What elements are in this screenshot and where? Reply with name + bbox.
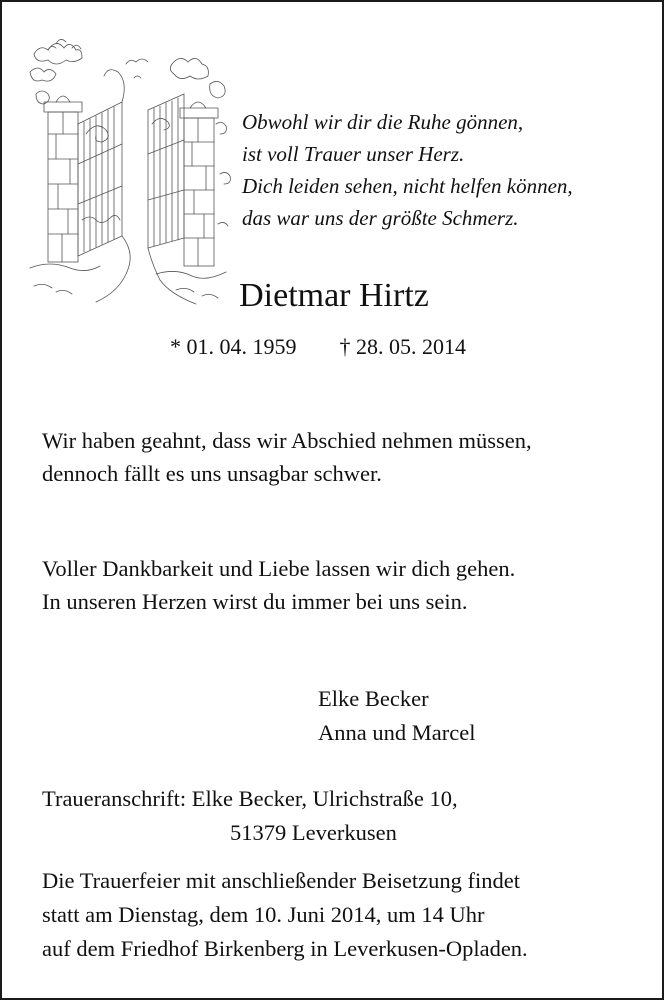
funeral-line: statt am Dienstag, dem 10. Juni 2014, um 14 Uhr xyxy=(42,902,485,927)
poem-line: das war uns der größte Schmerz. xyxy=(242,206,519,230)
funeral-line: auf dem Friedhof Birkenberg in Leverkusen-Opladen. xyxy=(42,936,528,961)
garden-gate-sketch-icon xyxy=(26,24,236,306)
paragraph-line: dennoch fällt es uns unsagbar schwer. xyxy=(42,461,382,486)
deceased-name: Dietmar Hirtz xyxy=(239,277,429,314)
death-date: 28. 05. 2014 xyxy=(356,334,466,359)
mourner-name: Elke Becker xyxy=(318,686,429,711)
poem-line: Dich leiden sehen, nicht helfen können, xyxy=(242,174,573,198)
mourning-address xyxy=(42,782,458,850)
paragraph-line: Voller Dankbarkeit und Liebe lassen wir dich gehen. xyxy=(42,556,516,581)
funeral-line: Die Trauerfeier mit anschließender Beisetzung findet xyxy=(42,868,520,893)
poem-line: ist voll Trauer unser Herz. xyxy=(242,142,465,166)
farewell-paragraph xyxy=(42,424,532,490)
poem xyxy=(242,106,573,234)
address-line: 51379 Leverkusen xyxy=(230,820,397,845)
mourner-name: Anna und Marcel xyxy=(318,720,476,745)
address-line: Traueranschrift: Elke Becker, Ulrichstraße 10, xyxy=(42,786,458,811)
poem-line: Obwohl wir dir die Ruhe gönnen, xyxy=(242,110,524,134)
birth-symbol: * xyxy=(170,334,181,359)
birth-date: 01. 04. 1959 xyxy=(186,334,297,359)
life-dates xyxy=(170,332,466,362)
paragraph-line: In unseren Herzen wirst du immer bei uns sein. xyxy=(42,589,468,614)
funeral-details xyxy=(42,864,528,966)
death-symbol: † xyxy=(339,334,351,359)
paragraph-line: Wir haben geahnt, dass wir Abschied nehmen müssen, xyxy=(42,428,532,453)
gratitude-paragraph xyxy=(42,552,515,618)
mourners xyxy=(318,682,475,750)
